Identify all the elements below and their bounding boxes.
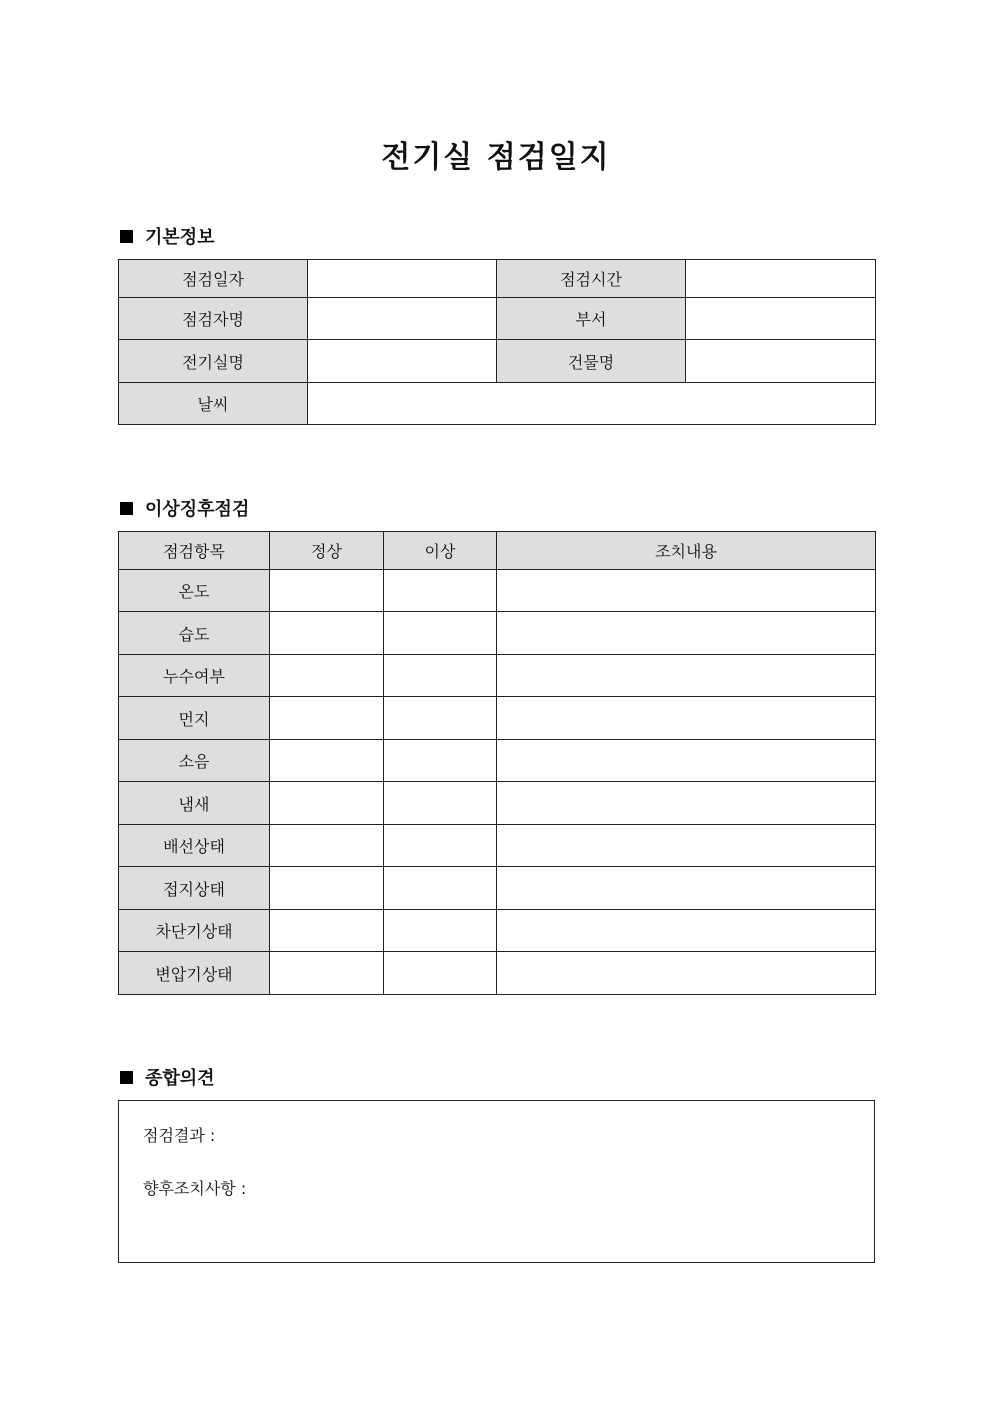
table-row [119, 570, 876, 612]
section-heading-anomaly-text: 이상징후점검 [145, 499, 250, 520]
label-inspector-name: 점검자명 [119, 298, 308, 340]
abnormal-cell[interactable] [384, 867, 497, 910]
basic-info-row [119, 340, 876, 383]
abnormal-cell[interactable] [384, 697, 497, 740]
action-cell[interactable] [497, 867, 876, 910]
item-label: 냄새 [119, 782, 270, 825]
normal-cell[interactable] [270, 825, 384, 867]
table-row [119, 655, 876, 697]
label-inspection-date: 점검일자 [119, 260, 308, 298]
building-name-field[interactable] [686, 340, 876, 383]
normal-cell[interactable] [270, 612, 384, 655]
electric-room-name-field[interactable] [308, 340, 497, 383]
label-electric-room-name: 전기실명 [119, 340, 308, 383]
table-row [119, 867, 876, 910]
basic-info-row [119, 298, 876, 340]
header-action: 조치내용 [497, 532, 876, 570]
item-label: 습도 [119, 612, 270, 655]
item-label: 먼지 [119, 697, 270, 740]
inspection-result-label: 점검결과 : [143, 1126, 216, 1145]
action-cell[interactable] [497, 570, 876, 612]
item-label: 배선상태 [119, 825, 270, 867]
inspection-date-field[interactable] [308, 260, 497, 298]
item-label: 온도 [119, 570, 270, 612]
abnormal-cell[interactable] [384, 782, 497, 825]
section-heading-summary-text: 종합의견 [145, 1068, 215, 1089]
action-cell[interactable] [497, 697, 876, 740]
table-row [119, 825, 876, 867]
table-row [119, 782, 876, 825]
normal-cell[interactable] [270, 910, 384, 952]
item-label: 접지상태 [119, 867, 270, 910]
table-row [119, 697, 876, 740]
basic-info-row [119, 260, 876, 298]
section-heading-basic-text: 기본정보 [145, 227, 215, 248]
action-cell[interactable] [497, 740, 876, 782]
weather-field[interactable] [308, 383, 876, 425]
item-label: 소음 [119, 740, 270, 782]
item-label: 누수여부 [119, 655, 270, 697]
followup-actions-label: 향후조치사항 : [143, 1179, 247, 1198]
summary-box[interactable] [118, 1100, 875, 1263]
action-cell[interactable] [497, 782, 876, 825]
normal-cell[interactable] [270, 782, 384, 825]
black-square-icon [120, 502, 133, 515]
abnormal-cell[interactable] [384, 570, 497, 612]
section-heading-summary [120, 1064, 215, 1090]
section-heading-anomaly [120, 495, 249, 521]
table-row [119, 952, 876, 995]
item-label: 차단기상태 [119, 910, 270, 952]
normal-cell[interactable] [270, 697, 384, 740]
label-inspection-time: 점검시간 [497, 260, 686, 298]
table-row [119, 910, 876, 952]
document-title: 전기실 점검일지 [381, 140, 611, 175]
black-square-icon [120, 230, 133, 243]
normal-cell[interactable] [270, 655, 384, 697]
anomaly-header-row [119, 532, 876, 570]
label-building-name: 건물명 [497, 340, 686, 383]
abnormal-cell[interactable] [384, 952, 497, 995]
header-normal: 정상 [270, 532, 384, 570]
inspection-time-field[interactable] [686, 260, 876, 298]
normal-cell[interactable] [270, 867, 384, 910]
department-field[interactable] [686, 298, 876, 340]
action-cell[interactable] [497, 952, 876, 995]
action-cell[interactable] [497, 655, 876, 697]
black-square-icon [120, 1071, 133, 1084]
basic-info-row [119, 383, 876, 425]
abnormal-cell[interactable] [384, 612, 497, 655]
section-heading-basic [120, 223, 215, 249]
label-weather: 날씨 [119, 383, 308, 425]
label-department: 부서 [497, 298, 686, 340]
table-row [119, 612, 876, 655]
item-label: 변압기상태 [119, 952, 270, 995]
abnormal-cell[interactable] [384, 655, 497, 697]
action-cell[interactable] [497, 612, 876, 655]
action-cell[interactable] [497, 825, 876, 867]
normal-cell[interactable] [270, 570, 384, 612]
basic-info-table [118, 259, 876, 425]
table-row [119, 740, 876, 782]
anomaly-check-table [118, 531, 876, 995]
header-abnormal: 이상 [384, 532, 497, 570]
abnormal-cell[interactable] [384, 825, 497, 867]
normal-cell[interactable] [270, 740, 384, 782]
normal-cell[interactable] [270, 952, 384, 995]
inspector-name-field[interactable] [308, 298, 497, 340]
abnormal-cell[interactable] [384, 740, 497, 782]
abnormal-cell[interactable] [384, 910, 497, 952]
header-inspection-item: 점검항목 [119, 532, 270, 570]
action-cell[interactable] [497, 910, 876, 952]
